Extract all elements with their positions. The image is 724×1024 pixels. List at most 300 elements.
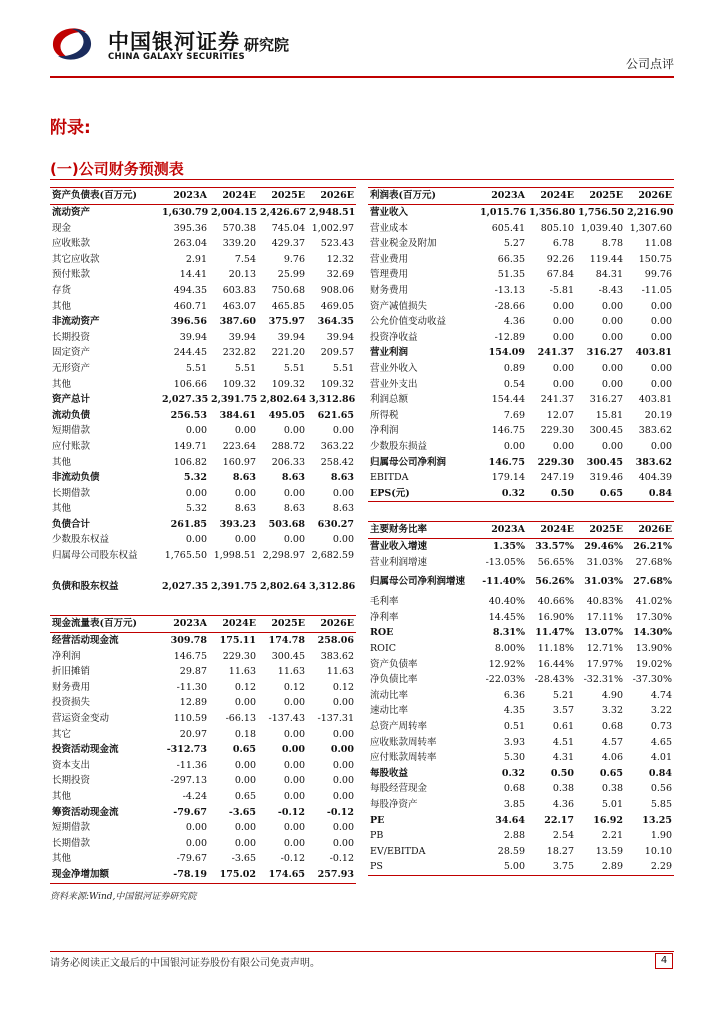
row-label: 现金净增加额 [50, 867, 160, 883]
value-cell: 469.05 [320, 300, 354, 312]
value-cell: 495.05 [268, 409, 305, 421]
value-cell: 1,015.76 [480, 207, 527, 218]
value-cell: 0.00 [601, 331, 623, 343]
row-label: 资产减值损失 [370, 300, 428, 312]
table-row [368, 314, 674, 330]
value-cell: 34.64 [495, 814, 525, 826]
galaxy-logo-icon [50, 26, 94, 62]
value-cell: 3,312.86 [309, 581, 356, 593]
year-header-cell: 2023A [478, 522, 527, 539]
value-cell: 10.10 [644, 845, 672, 857]
table-row [50, 773, 356, 789]
value-cell: 2,802.64 [260, 581, 307, 593]
value-cell: 8.31% [492, 627, 525, 639]
value-cell: 465.85 [271, 300, 305, 312]
value-cell: 8.63 [281, 472, 305, 484]
appendix-title: 附录: [50, 118, 91, 138]
table-row [50, 836, 356, 852]
value-cell: 0.00 [601, 316, 623, 328]
table-row [50, 680, 356, 696]
value-cell: 750.68 [271, 284, 305, 296]
value-cell: -79.67 [173, 806, 207, 818]
value-cell: 11.47% [535, 627, 574, 639]
cash-flow-table [50, 615, 356, 884]
value-cell: 2.89 [576, 859, 625, 875]
value-cell: 0.00 [650, 316, 672, 328]
value-cell: 51.35 [497, 269, 525, 281]
table-row [50, 711, 356, 727]
value-cell: -8.43 [598, 284, 623, 296]
value-cell: 175.02 [209, 867, 258, 883]
value-cell: 1,756.50 [578, 207, 625, 218]
table-row [50, 439, 356, 455]
value-cell: 0.00 [601, 440, 623, 452]
row-label: 其他 [52, 853, 72, 865]
value-cell: 387.60 [219, 316, 256, 328]
value-cell: 0.00 [185, 822, 207, 834]
year-header-cell: 2024E [527, 522, 576, 539]
value-cell: 0.00 [234, 487, 256, 499]
value-cell: 33.57% [535, 541, 574, 552]
value-cell: 383.62 [320, 650, 354, 662]
table-row [368, 330, 674, 346]
value-cell: -11.36 [176, 759, 207, 771]
value-cell: 67.84 [546, 269, 574, 281]
table-row [50, 205, 356, 221]
value-cell: 20.97 [179, 728, 207, 740]
value-cell: 2.91 [185, 253, 207, 265]
row-label: 长期借款 [52, 487, 91, 499]
year-header-cell: 2023A [160, 616, 209, 633]
table-row [50, 579, 356, 595]
row-label: 净利率 [370, 611, 399, 623]
row-label: 资产总计 [52, 394, 91, 406]
table-row [50, 252, 356, 268]
table-row [368, 283, 674, 299]
value-cell: 0.32 [478, 486, 527, 502]
value-cell: 263.04 [173, 238, 207, 250]
value-cell: 39.94 [277, 331, 305, 343]
value-cell: 309.78 [170, 635, 207, 646]
table-row [368, 555, 674, 571]
table-header-row [50, 188, 356, 205]
year-header-cell: 2024E [527, 188, 576, 205]
value-cell: 40.66% [537, 596, 574, 608]
value-cell: 0.00 [283, 728, 305, 740]
value-cell: 4.01 [650, 752, 672, 764]
value-cell: -0.12 [280, 853, 305, 865]
value-cell: 0.00 [552, 316, 574, 328]
table-row [50, 742, 356, 758]
value-cell: 0.84 [625, 486, 674, 502]
value-cell: 1,039.40 [580, 222, 623, 234]
value-cell: -32.31% [583, 674, 623, 686]
value-cell: 174.65 [258, 867, 307, 883]
data-source-note: 资料来源:Wind,中国银河证券研究院 [50, 892, 197, 902]
value-cell: 11.18% [537, 642, 574, 654]
value-cell: 2,391.75 [211, 581, 258, 593]
value-cell: 2,004.15 [211, 207, 258, 218]
table-row [368, 610, 674, 626]
table-row [50, 633, 356, 649]
value-cell: 8.63 [283, 503, 305, 515]
row-label: ROIC [370, 642, 396, 654]
value-cell: 146.75 [491, 425, 525, 437]
row-label: 营业外支出 [370, 378, 418, 390]
row-label: 流动资产 [52, 207, 91, 218]
row-label: 其他 [52, 503, 72, 515]
table-row [50, 345, 356, 361]
value-cell: 2,391.75 [211, 394, 258, 406]
value-cell: 5.51 [332, 362, 354, 374]
row-label: 折旧摊销 [52, 666, 91, 678]
value-cell: 0.89 [503, 362, 525, 374]
value-cell: 16.90% [537, 611, 574, 623]
row-label: PE [370, 814, 385, 826]
value-cell: 1,356.80 [529, 207, 576, 218]
value-cell: 0.38 [601, 783, 623, 795]
row-label: 财务费用 [52, 681, 91, 693]
table-row [50, 517, 356, 533]
table-row [368, 299, 674, 315]
value-cell: 14.41 [179, 269, 207, 281]
value-cell: 429.37 [271, 238, 305, 250]
table-row [50, 789, 356, 805]
value-cell: 0.00 [185, 837, 207, 849]
value-cell: 106.82 [173, 456, 207, 468]
table-row [368, 539, 674, 555]
table-row [368, 236, 674, 252]
value-cell: 7.54 [234, 253, 256, 265]
row-label: PS [368, 859, 478, 875]
value-cell: 160.97 [222, 456, 256, 468]
year-header-cell: 2026E [307, 188, 356, 205]
value-cell: 232.82 [222, 347, 256, 359]
value-cell: 908.06 [320, 284, 354, 296]
value-cell: 0.54 [503, 378, 525, 390]
row-label: 营业外收入 [370, 362, 418, 374]
value-cell: 56.26% [535, 576, 574, 588]
row-label: PB [370, 830, 384, 842]
value-cell: 4.35 [503, 705, 525, 717]
value-cell: 247.19 [540, 472, 574, 484]
table-header-row [368, 188, 674, 205]
value-cell: 19.02% [635, 658, 672, 670]
value-cell: 11.63 [326, 666, 354, 678]
table-row [368, 750, 674, 766]
value-cell: 17.30% [635, 611, 672, 623]
row-label: 净利润 [370, 425, 399, 437]
value-cell: 4.36 [552, 798, 574, 810]
value-cell: 0.00 [281, 744, 305, 756]
value-cell: 14.30% [633, 627, 672, 639]
value-cell: 0.00 [234, 837, 256, 849]
row-label: 营业税金及附加 [370, 238, 437, 250]
row-label: 应收账款周转率 [370, 736, 437, 748]
table-row [368, 672, 674, 688]
value-cell: 319.46 [589, 472, 623, 484]
value-cell: 8.78 [601, 238, 623, 250]
table-row [50, 221, 356, 237]
row-label: 资产负债率 [370, 658, 418, 670]
table-row [50, 423, 356, 439]
year-header-cell: 2023A [478, 188, 527, 205]
table-row [368, 719, 674, 735]
value-cell: 32.69 [326, 269, 354, 281]
value-cell: 0.00 [332, 425, 354, 437]
row-label: 每股收益 [370, 767, 409, 779]
row-label: 营业收入 [370, 207, 409, 218]
table-row [50, 267, 356, 283]
value-cell: 630.27 [317, 518, 354, 530]
value-cell: 22.17 [544, 814, 574, 826]
value-cell: 5.51 [283, 362, 305, 374]
row-label: 净利润 [52, 650, 81, 662]
value-cell: 1,998.51 [213, 550, 256, 562]
table-row [368, 735, 674, 751]
value-cell: 17.11% [586, 611, 623, 623]
value-cell: 5.85 [650, 798, 672, 810]
value-cell: 1,630.79 [162, 207, 209, 218]
value-cell: 39.94 [179, 331, 207, 343]
value-cell: 5.51 [185, 362, 207, 374]
value-cell: 146.75 [488, 456, 525, 468]
table-row [50, 664, 356, 680]
value-cell: 0.50 [550, 767, 574, 779]
value-cell: 0.00 [601, 362, 623, 374]
year-header-cell: 2025E [258, 188, 307, 205]
value-cell: -0.12 [326, 806, 354, 818]
footer-divider [50, 951, 674, 952]
row-label: 流动负债 [52, 409, 91, 421]
row-label: 预付账款 [52, 269, 91, 281]
row-label: 净负债比率 [370, 674, 418, 686]
value-cell: 3.22 [650, 705, 672, 717]
value-cell: 174.78 [268, 635, 305, 646]
value-cell: 0.12 [283, 681, 305, 693]
value-cell: 300.45 [586, 456, 623, 468]
value-cell: 0.00 [601, 378, 623, 390]
value-cell: 0.00 [552, 378, 574, 390]
row-label: 非流动负债 [52, 472, 100, 484]
value-cell: 26.21% [633, 541, 672, 552]
value-cell: 0.51 [503, 720, 525, 732]
value-cell: 13.90% [635, 642, 672, 654]
year-header-cell: 2026E [625, 522, 674, 539]
value-cell: -4.24 [182, 790, 207, 802]
value-cell: 39.94 [228, 331, 256, 343]
row-label: 速动比率 [370, 705, 409, 717]
table-row [50, 330, 356, 346]
value-cell: 206.33 [271, 456, 305, 468]
table-row [368, 703, 674, 719]
value-cell: -0.12 [329, 853, 354, 865]
row-label: 少数股东损益 [370, 440, 428, 452]
value-cell: 0.65 [234, 790, 256, 802]
value-cell: 4.90 [601, 689, 623, 701]
row-label: 应付账款周转率 [370, 752, 437, 764]
row-label: 营运资金变动 [52, 712, 110, 724]
row-label: 其它应收款 [52, 253, 100, 265]
value-cell: 395.36 [173, 222, 207, 234]
value-cell: 1,307.60 [629, 222, 672, 234]
row-label: 每股净资产 [370, 798, 418, 810]
row-label: 非流动资产 [52, 316, 100, 328]
value-cell: 0.00 [283, 822, 305, 834]
table-title-cell: 主要财务比率 [368, 522, 478, 539]
table-row [368, 221, 674, 237]
table-row [368, 813, 674, 829]
value-cell: 109.32 [222, 378, 256, 390]
value-cell: 570.38 [222, 222, 256, 234]
value-cell: -79.67 [176, 853, 207, 865]
value-cell [160, 564, 209, 580]
value-cell: 4.57 [601, 736, 623, 748]
value-cell: 375.97 [268, 316, 305, 328]
value-cell: 8.63 [330, 472, 354, 484]
value-cell: 0.00 [283, 425, 305, 437]
value-cell: 4.74 [650, 689, 672, 701]
table-row [368, 392, 674, 408]
table-title-cell: 现金流量表(百万元) [50, 616, 160, 633]
row-label: 投资净收益 [370, 331, 418, 343]
value-cell: 621.65 [317, 409, 354, 421]
row-label: 所得税 [370, 409, 399, 421]
table-row [368, 844, 674, 860]
value-cell: 0.00 [332, 728, 354, 740]
row-label: 负债和股东权益 [52, 581, 119, 593]
value-cell: 0.00 [332, 697, 354, 709]
value-cell: 149.71 [173, 440, 207, 452]
value-cell: 109.32 [320, 378, 354, 390]
row-label: 应收账款 [52, 238, 91, 250]
year-header-cell: 2025E [576, 188, 625, 205]
row-label: 管理费用 [370, 269, 409, 281]
value-cell: -3.65 [228, 806, 256, 818]
value-cell: 40.83% [586, 596, 623, 608]
value-cell: 41.02% [635, 596, 672, 608]
value-cell: -137.43 [268, 712, 305, 724]
row-label: 流动比率 [370, 689, 409, 701]
value-cell: 603.83 [222, 284, 256, 296]
value-cell: 258.06 [317, 635, 354, 646]
value-cell: -11.30 [176, 681, 207, 693]
table-row [368, 361, 674, 377]
value-cell: 0.00 [601, 300, 623, 312]
value-cell: 4.06 [601, 752, 623, 764]
value-cell: 0.00 [552, 362, 574, 374]
value-cell: -137.31 [317, 712, 354, 724]
value-cell: 0.00 [234, 534, 256, 546]
header-divider [50, 76, 674, 78]
value-cell: -3.65 [231, 853, 256, 865]
value-cell: 0.68 [601, 720, 623, 732]
value-cell: 0.00 [234, 775, 256, 787]
table-row [368, 486, 674, 502]
value-cell: 13.25 [642, 814, 672, 826]
value-cell: 20.13 [228, 269, 256, 281]
value-cell: 1,765.50 [164, 550, 207, 562]
row-label: EPS(元) [368, 486, 478, 502]
value-cell: 109.32 [271, 378, 305, 390]
value-cell: 56.65% [537, 556, 574, 568]
value-cell: 8.63 [232, 472, 256, 484]
value-cell: 0.00 [332, 837, 354, 849]
value-cell: 0.00 [332, 775, 354, 787]
value-cell: 0.65 [232, 744, 256, 756]
table-row [50, 564, 356, 580]
value-cell: 5.30 [503, 752, 525, 764]
table-row [368, 594, 674, 610]
value-cell: 66.35 [497, 253, 525, 265]
row-label: 存货 [52, 284, 72, 296]
value-cell: 0.61 [552, 720, 574, 732]
table-row [368, 455, 674, 471]
value-cell: 1,002.97 [311, 222, 354, 234]
value-cell: 99.76 [644, 269, 672, 281]
table-row [50, 548, 356, 564]
table-title-cell: 利润表(百万元) [368, 188, 478, 205]
value-cell: 0.00 [332, 790, 354, 802]
table-row [368, 252, 674, 268]
value-cell: 0.00 [185, 534, 207, 546]
value-cell: 0.65 [599, 767, 623, 779]
value-cell: 523.43 [320, 238, 354, 250]
value-cell: 1.90 [650, 830, 672, 842]
value-cell: 0.00 [234, 697, 256, 709]
value-cell: 241.37 [537, 347, 574, 359]
value-cell: 7.69 [503, 409, 525, 421]
value-cell: -11.05 [641, 284, 672, 296]
value-cell: 12.71% [586, 642, 623, 654]
value-cell: -312.73 [166, 744, 207, 756]
value-cell: 0.12 [332, 681, 354, 693]
value-cell: -37.30% [632, 674, 672, 686]
table-header-row [368, 522, 674, 539]
table-row [368, 766, 674, 782]
value-cell: 31.03% [586, 556, 623, 568]
row-label: 资本支出 [52, 759, 91, 771]
section-title: (一)公司财务预测表 [50, 160, 184, 178]
year-header-cell: 2026E [625, 188, 674, 205]
table-row [50, 486, 356, 502]
brand-research-institute: 研究院 [244, 36, 290, 54]
value-cell: 2,948.51 [309, 207, 356, 218]
value-cell [307, 564, 356, 580]
row-label: 财务费用 [370, 284, 409, 296]
value-cell: 463.07 [222, 300, 256, 312]
row-label: 应付账款 [52, 440, 91, 452]
value-cell: 605.41 [491, 222, 525, 234]
value-cell: 0.00 [552, 440, 574, 452]
value-cell: 2.88 [503, 830, 525, 842]
value-cell: 316.27 [586, 347, 623, 359]
row-label: 营业成本 [370, 222, 409, 234]
value-cell: 0.12 [234, 681, 256, 693]
row-label: 其他 [52, 456, 72, 468]
value-cell: 4.31 [552, 752, 574, 764]
value-cell: 494.35 [173, 284, 207, 296]
value-cell [258, 564, 307, 580]
value-cell: 364.35 [317, 316, 354, 328]
table-row [50, 695, 356, 711]
value-cell: 229.30 [222, 650, 256, 662]
table-row [368, 408, 674, 424]
table-row [50, 758, 356, 774]
value-cell: 805.10 [540, 222, 574, 234]
table-row [50, 236, 356, 252]
value-cell: 29.46% [584, 541, 623, 552]
